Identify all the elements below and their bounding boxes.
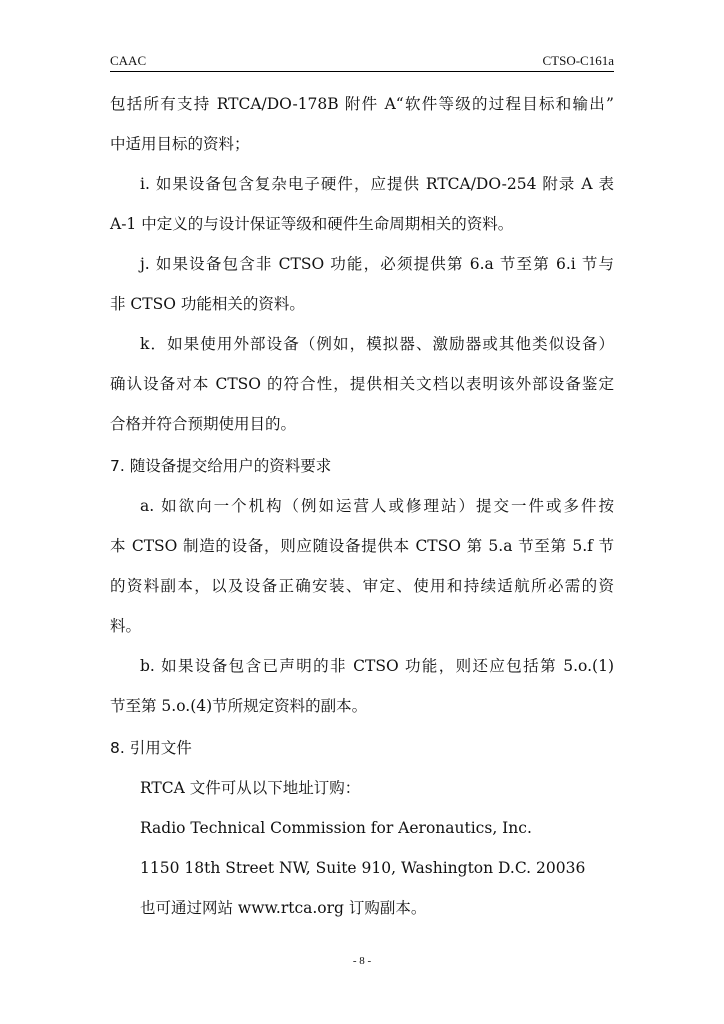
item-k-line: 合格并符合预期使用目的。 xyxy=(110,415,297,433)
item-a-line: 料。 xyxy=(110,617,142,635)
item-a-line: 的资料副本，以及设备正确安装、审定、使用和持续适航所必需的资 xyxy=(110,577,614,595)
reference-line: RTCA 文件可从以下地址订购： xyxy=(140,779,361,797)
reference-website: 也可通过网站 www.rtca.org 订购副本。 xyxy=(140,899,427,917)
paragraph-line: 中适用目标的资料； xyxy=(110,135,250,153)
item-i-line: i. 如果设备包含复杂电子硬件，应提供 RTCA/DO-254 附录 A 表 xyxy=(140,175,614,193)
page-number: - 8 - xyxy=(352,955,372,967)
paragraph-line: 包括所有支持 RTCA/DO-178B 附件 A“软件等级的过程目标和输出” xyxy=(110,95,614,113)
item-a-line: a. 如欲向一个机构（例如运营人或修理站）提交一件或多件按 xyxy=(140,497,614,515)
reference-org-name: Radio Technical Commission for Aeronautics, Inc. xyxy=(140,819,532,837)
header-org: CAAC xyxy=(110,53,147,68)
item-b-line: 节至第 5.o.(4)节所规定资料的副本。 xyxy=(110,697,368,715)
item-j-line: j. 如果设备包含非 CTSO 功能，必须提供第 6.a 节至第 6.i 节与 xyxy=(140,255,614,273)
item-k-line: k．如果使用外部设备（例如，模拟器、激励器或其他类似设备） xyxy=(140,335,614,353)
section-heading-7: 7. 随设备提交给用户的资料要求 xyxy=(110,457,332,475)
header-doc-id: CTSO-C161a xyxy=(542,53,614,68)
item-k-line: 确认设备对本 CTSO 的符合性，提供相关文档以表明该外部设备鉴定 xyxy=(110,375,614,393)
reference-address: 1150 18th Street NW, Suite 910, Washington D.C. 20036 xyxy=(140,859,586,877)
header-rule xyxy=(110,71,614,72)
item-a-line: 本 CTSO 制造的设备，则应随设备提供本 CTSO 第 5.a 节至第 5.f 节 xyxy=(110,537,614,555)
section-heading-8: 8. 引用文件 xyxy=(110,739,192,757)
item-j-line: 非 CTSO 功能相关的资料。 xyxy=(110,295,305,313)
item-b-line: b. 如果设备包含已声明的非 CTSO 功能，则还应包括第 5.o.(1) xyxy=(140,657,614,675)
item-i-line: A-1 中定义的与设计保证等级和硬件生命周期相关的资料。 xyxy=(110,215,514,233)
